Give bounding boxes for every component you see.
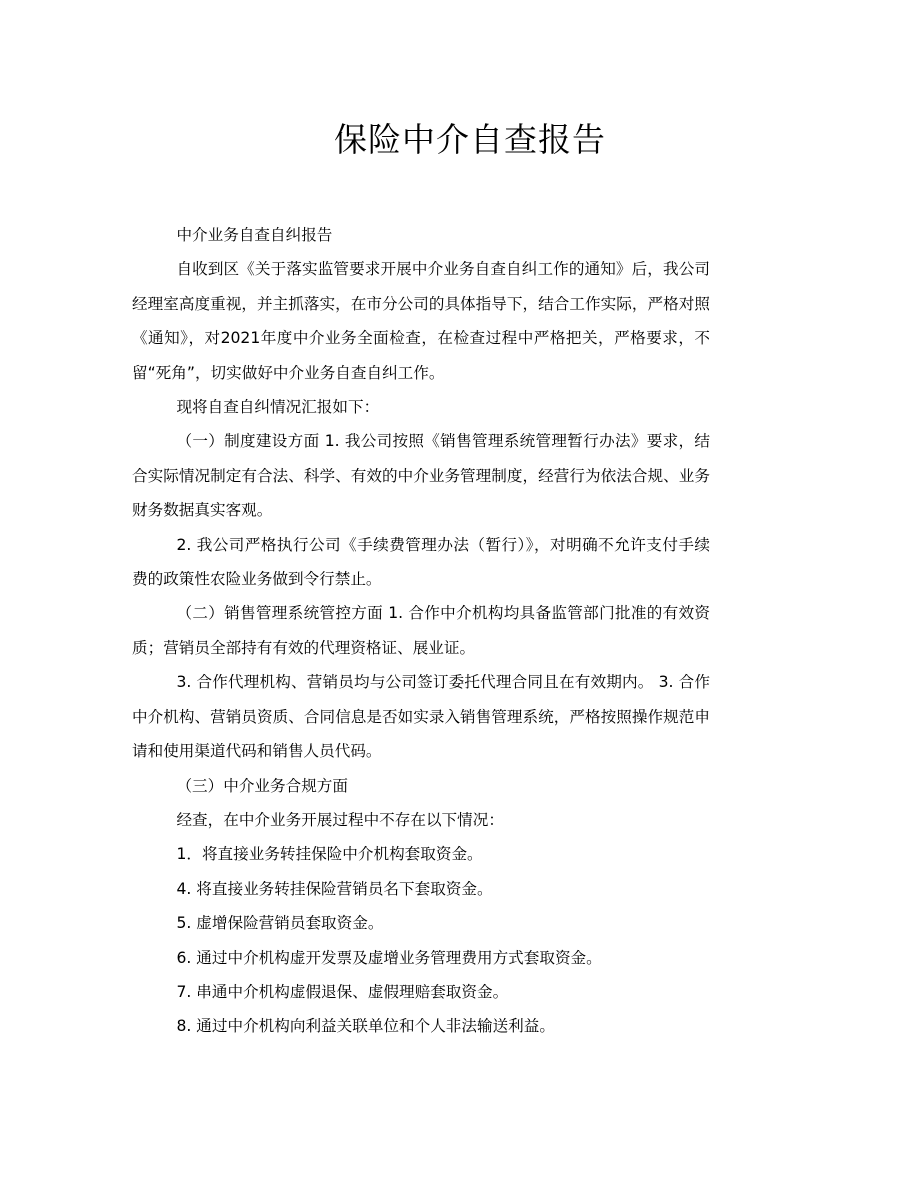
list-item: 6. 通过中介机构虚开发票及虚增业务管理费用方式套取资金。 <box>176 948 602 967</box>
paragraph-section-1-item-2: 2. 我公司严格执行公司《手续费管理办法（暂行）》，对明确不允许支付手续费的政策性农险业务做到令行禁止。 <box>132 535 710 589</box>
paragraph-subtitle: 中介业务自查自纠报告 <box>176 226 333 244</box>
list-item: 5. 虚增保险营销员套取资金。 <box>176 914 384 933</box>
paragraph-section-3-lead: 经查，在中介业务开展过程中不存在以下情况： <box>176 810 504 829</box>
paragraph-section-2-item-3: 3. 合作代理机构、营销员均与公司签订委托代理合同且在有效期内。 3. 合作中介机构、营销员资质、合同信息是否如实录入销售管理系统，严格按照操作规范申请和使用渠道代码和销售人员代码。 <box>132 673 710 761</box>
list-item: 4. 将直接业务转挂保险营销员名下套取资金。 <box>176 879 493 898</box>
paragraph-section-2: （二）销售管理系统管控方面 1. 合作中介机构均具备监管部门批准的有效资质；营销员全部持有有效的代理资格证、展业证。 <box>132 604 710 657</box>
document-body <box>132 218 710 1044</box>
list-item: 7. 串通中介机构虚假退保、虚假理赔套取资金。 <box>176 982 509 1001</box>
document-title: 保险中介自查报告 <box>334 120 606 159</box>
paragraph-section-3-heading: （三）中介业务合规方面 <box>176 776 348 795</box>
paragraph-section-1: （一）制度建设方面 1. 我公司按照《销售管理系统管理暂行办法》要求，结合实际情况制定有合法、科学、有效的中介业务管理制度，经营行为依法合规、业务财务数据真实客观。 <box>132 432 710 520</box>
list-item: 8. 通过中介机构向利益关联单位和个人非法输送利益。 <box>176 1017 555 1036</box>
paragraph-intro: 自收到区《关于落实监管要求开展中介业务自查自纠工作的通知》后，我公司经理室高度重视，并主抓落实，在市分公司的具体指导下，结合工作实际，严格对照《通知》，对2021年度中介业务全面检查，在检查过程中严格把关，严格要求，不留“死角”，切实做好中介业务自查自纠工作。 <box>132 260 710 382</box>
list-item: 1．将直接业务转挂保险中介机构套取资金。 <box>176 845 483 864</box>
paragraph-report-lead: 现将自查自纠情况汇报如下： <box>176 398 380 417</box>
